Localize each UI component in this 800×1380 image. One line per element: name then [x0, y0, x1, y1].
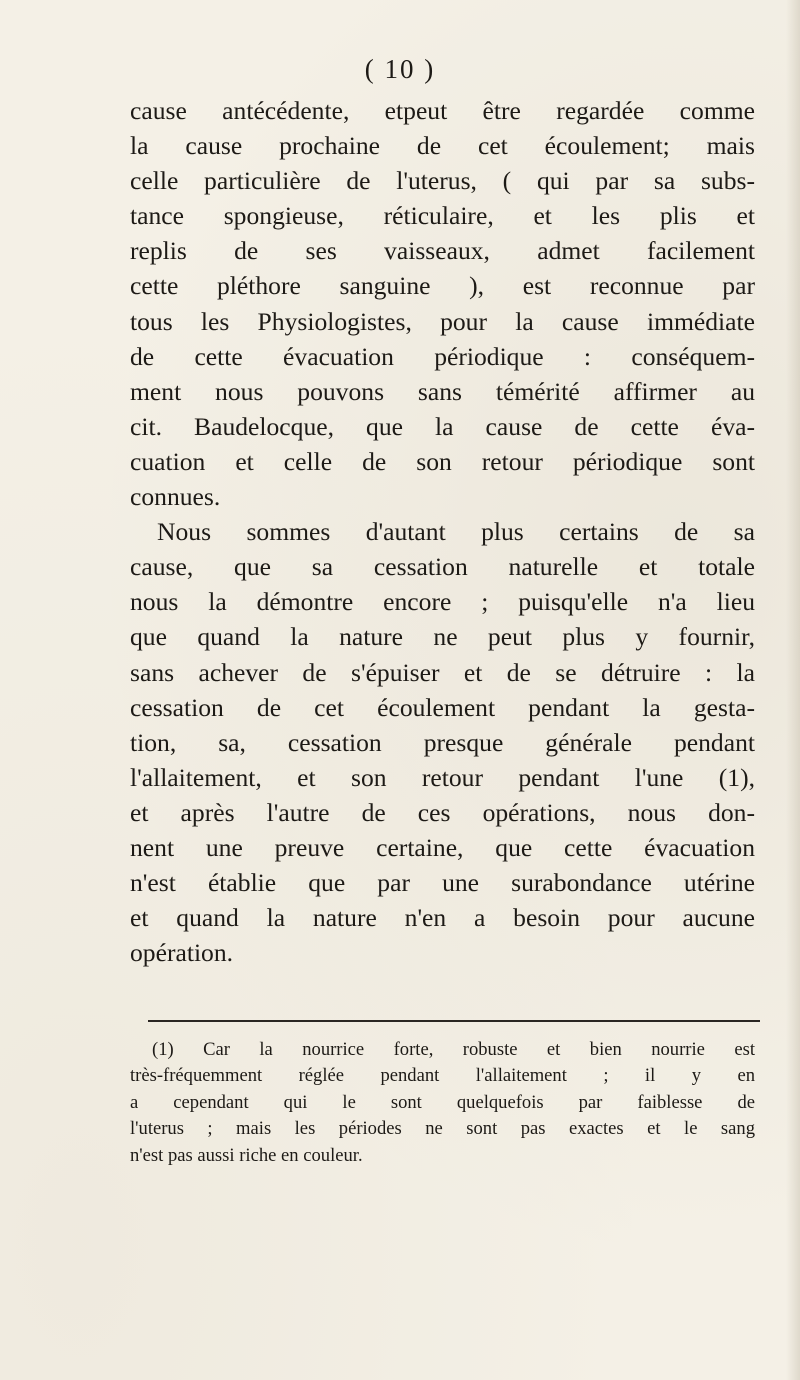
text-line: celle particulière de l'uterus, ( qui par sa subs- — [130, 166, 755, 196]
footnote-separator-rule — [148, 1020, 760, 1022]
text-line: n'est établie que par une surabondance utérine — [130, 868, 755, 898]
text-line: sans achever de s'épuiser et de se détruire : la — [130, 657, 755, 687]
text-line: tous les Physiologistes, pour la cause immédiate — [130, 306, 755, 336]
text-line: connues. — [130, 482, 221, 512]
text-line: opération. — [130, 938, 234, 968]
footnote-line: (1) Car la nourrice forte, robuste et bien nourrie est — [152, 1039, 755, 1060]
text-line: et après l'autre de ces opérations, nous don- — [130, 797, 755, 827]
text-line: tion, sa, cessation presque générale pendant — [130, 727, 755, 757]
text-line: replis de ses vaisseaux, admet facilement — [130, 236, 755, 266]
paragraph-1 — [130, 93, 755, 514]
footnote-line: l'uterus ; mais les périodes ne sont pas exactes et le sang — [130, 1118, 755, 1140]
paragraph-2 — [130, 514, 755, 970]
text-line: nous la démontre encore ; puisqu'elle n'a lieu — [130, 587, 755, 617]
text-line: nent une preuve certaine, que cette évacuation — [130, 832, 755, 862]
text-line: la cause prochaine de cet écoulement; mais — [130, 131, 755, 161]
text-line: et quand la nature n'en a besoin pour aucune — [130, 903, 755, 933]
text-line: que quand la nature ne peut plus y fournir, — [130, 622, 755, 652]
footnote-line: n'est pas aussi riche en couleur. — [130, 1144, 363, 1166]
text-line: cessation de cet écoulement pendant la gesta- — [130, 692, 755, 722]
text-line: tance spongieuse, réticulaire, et les plis et — [130, 201, 755, 231]
footnote — [130, 1037, 755, 1169]
text-line: l'allaitement, et son retour pendant l'une (1), — [130, 762, 755, 792]
text-line: de cette évacuation périodique : conséquem- — [130, 341, 755, 371]
page-edge-shadow — [786, 0, 800, 1380]
main-text — [130, 93, 755, 970]
footnote-line: très-fréquemment réglée pendant l'allaitement ; il y en — [130, 1065, 755, 1087]
text-line: Nous sommes d'autant plus certains de sa — [157, 517, 755, 547]
page-number: ( 10 ) — [364, 54, 436, 84]
text-line: cause, que sa cessation naturelle et totale — [130, 552, 755, 582]
text-line: cette pléthore sanguine ), est reconnue par — [130, 271, 755, 301]
text-line: cit. Baudelocque, que la cause de cette éva- — [130, 411, 755, 441]
text-line: ment nous pouvons sans témérité affirmer au — [130, 376, 755, 406]
text-line: cause antécédente, etpeut être regardée comme — [130, 96, 755, 125]
text-line: cuation et celle de son retour périodique sont — [130, 446, 755, 476]
footnote-line: a cependant qui le sont quelquefois par faiblesse de — [130, 1091, 755, 1113]
